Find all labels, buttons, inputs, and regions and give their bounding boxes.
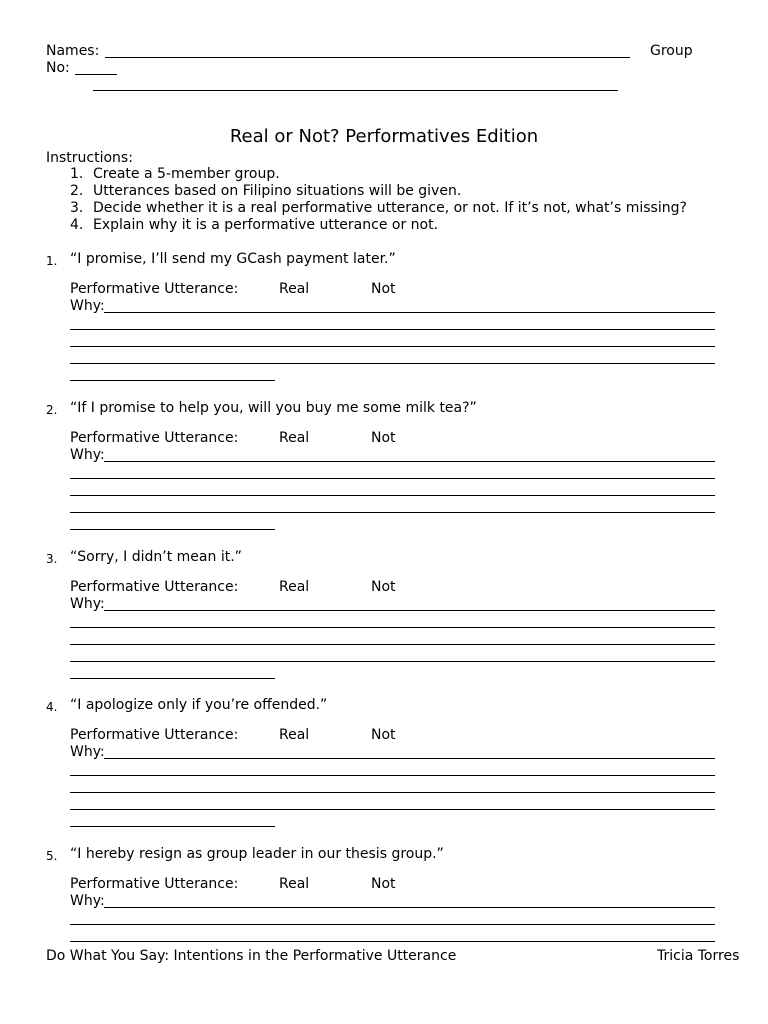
question-text: “I hereby resign as group leader in our thesis group.”: [70, 846, 444, 862]
why-answer-line[interactable]: [104, 312, 715, 313]
answer-line[interactable]: [70, 346, 715, 347]
footer-title: Do What You Say: Intentions in the Performative Utterance: [46, 948, 457, 964]
instruction-text: Explain why it is a performative utterance or not.: [93, 217, 439, 233]
group-label: Group: [650, 43, 693, 59]
answer-line[interactable]: [70, 792, 715, 793]
instruction-number: 1.: [70, 166, 84, 182]
why-label: Why:: [70, 893, 105, 909]
question-number: 2.: [46, 403, 58, 417]
why-answer-line[interactable]: [104, 758, 715, 759]
why-answer-line[interactable]: [104, 610, 715, 611]
why-label: Why:: [70, 744, 105, 760]
real-option[interactable]: Real: [279, 579, 310, 595]
real-option[interactable]: Real: [279, 876, 310, 892]
answer-line[interactable]: [70, 809, 715, 810]
not-option[interactable]: Not: [371, 430, 396, 446]
answer-line[interactable]: [70, 495, 715, 496]
instruction-number: 3.: [70, 200, 84, 216]
instructions-heading: Instructions:: [46, 150, 133, 166]
question-text: “I apologize only if you’re offended.”: [70, 697, 328, 713]
answer-line[interactable]: [70, 363, 715, 364]
answer-line-short[interactable]: [70, 529, 275, 530]
real-option[interactable]: Real: [279, 430, 310, 446]
instruction-number: 4.: [70, 217, 84, 233]
instruction-text: Create a 5-member group.: [93, 166, 280, 182]
not-option[interactable]: Not: [371, 727, 396, 743]
not-option[interactable]: Not: [371, 876, 396, 892]
answer-line[interactable]: [70, 775, 715, 776]
answer-line[interactable]: [70, 627, 715, 628]
names-field[interactable]: [105, 57, 630, 58]
answer-line[interactable]: [70, 924, 715, 925]
performative-utterance-label: Performative Utterance:: [70, 579, 239, 595]
why-answer-line[interactable]: [104, 461, 715, 462]
answer-line-short[interactable]: [70, 678, 275, 679]
question-number: 5.: [46, 849, 58, 863]
answer-line-short[interactable]: [70, 826, 275, 827]
names-field-continued[interactable]: [93, 90, 618, 91]
answer-line-short[interactable]: [70, 380, 275, 381]
why-label: Why:: [70, 596, 105, 612]
answer-line[interactable]: [70, 661, 715, 662]
real-option[interactable]: Real: [279, 727, 310, 743]
footer-author: Tricia Torres: [657, 948, 740, 964]
performative-utterance-label: Performative Utterance:: [70, 727, 239, 743]
answer-line[interactable]: [70, 512, 715, 513]
not-option[interactable]: Not: [371, 579, 396, 595]
page-title: Real or Not? Performatives Edition: [229, 126, 539, 147]
question-text: “Sorry, I didn’t mean it.”: [70, 549, 242, 565]
instruction-text: Utterances based on Filipino situations will be given.: [93, 183, 462, 199]
group-no-field[interactable]: [75, 74, 117, 75]
real-option[interactable]: Real: [279, 281, 310, 297]
answer-line[interactable]: [70, 941, 715, 942]
question-number: 3.: [46, 552, 58, 566]
answer-line[interactable]: [70, 329, 715, 330]
why-answer-line[interactable]: [104, 907, 715, 908]
why-label: Why:: [70, 298, 105, 314]
performative-utterance-label: Performative Utterance:: [70, 281, 239, 297]
instruction-number: 2.: [70, 183, 84, 199]
question-text: “If I promise to help you, will you buy me some milk tea?”: [70, 400, 477, 416]
performative-utterance-label: Performative Utterance:: [70, 876, 239, 892]
performative-utterance-label: Performative Utterance:: [70, 430, 239, 446]
names-label: Names:: [46, 43, 100, 59]
question-number: 4.: [46, 700, 58, 714]
answer-line[interactable]: [70, 644, 715, 645]
group-no-label: No:: [46, 60, 70, 76]
instruction-text: Decide whether it is a real performative utterance, or not. If it’s not, what’s missing?: [93, 200, 687, 216]
question-text: “I promise, I’ll send my GCash payment later.”: [70, 251, 396, 267]
why-label: Why:: [70, 447, 105, 463]
question-number: 1.: [46, 254, 58, 268]
not-option[interactable]: Not: [371, 281, 396, 297]
answer-line[interactable]: [70, 478, 715, 479]
